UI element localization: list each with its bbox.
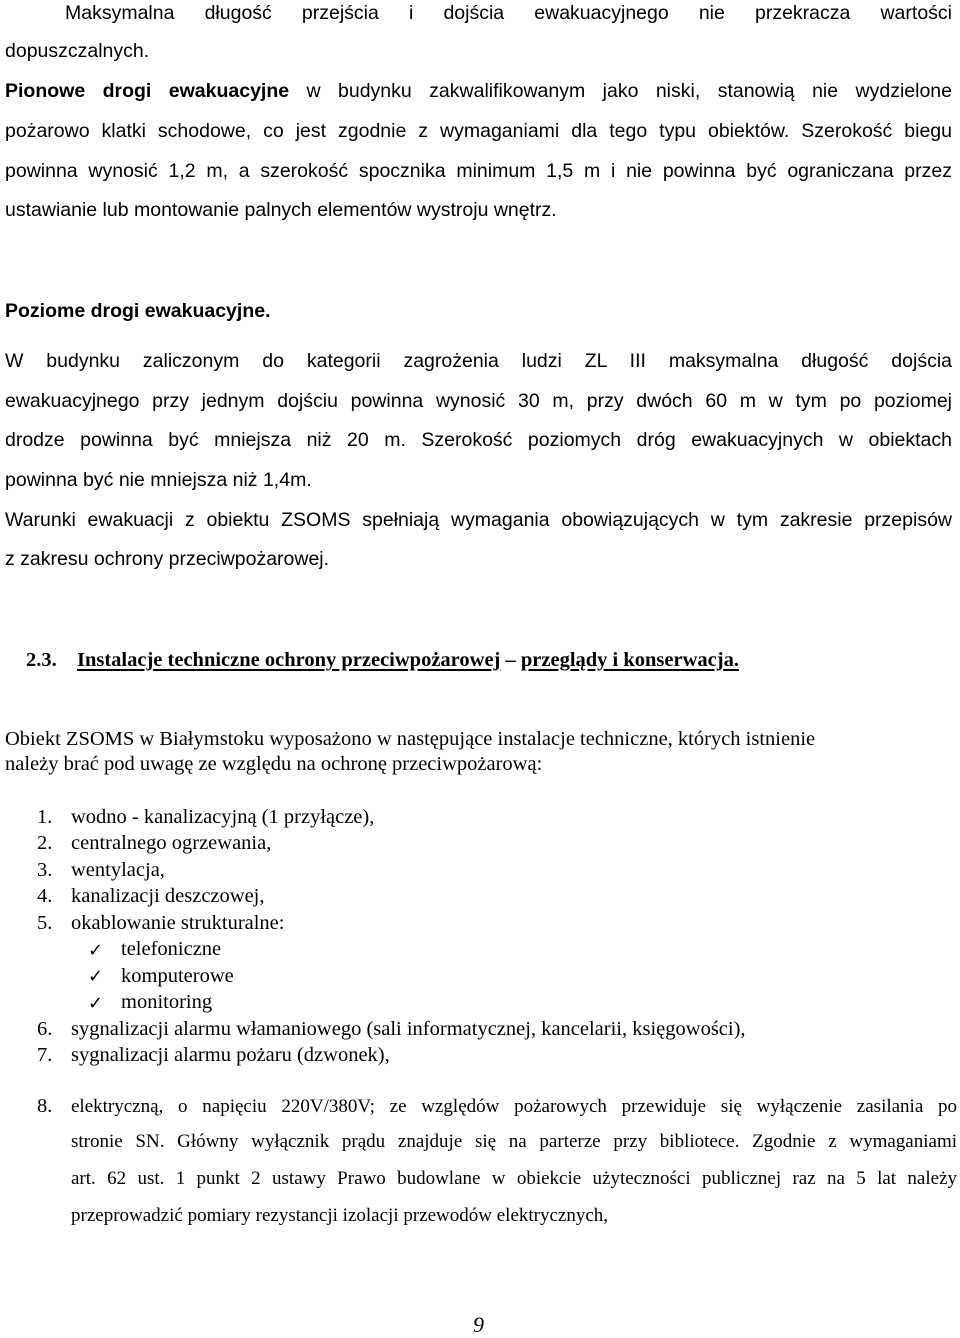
list-number: 2. [37, 832, 53, 854]
paragraph-line: pożarowo klatki schodowe, co jest zgodnie z wymaganiami dla tego typu obiektów. Szerokość biegu [5, 120, 952, 142]
list-item-line: przeprowadzić pomiary rezystancji izolacji przewodów elektrycznych, [71, 1205, 609, 1226]
paragraph-line: ustawianie lub montowanie palnych elementów wystroju wnętrz. [5, 199, 557, 221]
list-number: 6. [37, 1018, 53, 1040]
list-number: 8. [37, 1095, 53, 1117]
section-title: Instalacje techniczne ochrony przeciwpożarowej – przeglądy i konserwacja. [77, 649, 739, 671]
section-heading: Poziome drogi ewakuacyjne. [5, 300, 271, 322]
list-number: 7. [37, 1044, 53, 1066]
page-number: 9 [473, 1312, 484, 1337]
list-number: 4. [37, 885, 53, 907]
section-number: 2.3. [26, 649, 57, 671]
check-icon: ✓ [88, 993, 104, 1014]
paragraph-line: dopuszczalnych. [5, 40, 150, 62]
list-number: 3. [37, 859, 53, 881]
check-icon: ✓ [88, 940, 104, 961]
list-item: sygnalizacji alarmu włamaniowego (sali informatycznej, kancelarii, księgowości), [71, 1018, 746, 1040]
list-item: centralnego ogrzewania, [71, 832, 272, 854]
paragraph-line: W budynku zaliczonym do kategorii zagrożenia ludzi ZL III maksymalna długość dojścia [5, 350, 952, 372]
paragraph-line: Maksymalna długość przejścia i dojścia ewakuacyjnego nie przekracza wartości [65, 2, 952, 24]
paragraph-line: ewakuacyjnego przy jednym dojściu powinna wynosić 30 m, przy dwóch 60 m w tym po poziomej [5, 390, 952, 412]
list-item-line: art. 62 ust. 1 punkt 2 ustawy Prawo budowlane w obiekcie użyteczności publicznej raz na 5 lat należy [71, 1168, 957, 1189]
paragraph-line: Pionowe drogi ewakuacyjne w budynku zakwalifikowanym jako niski, stanowią nie wydzielone [5, 80, 952, 102]
list-item: wentylacja, [71, 859, 165, 881]
paragraph-line: Warunki ewakuacji z obiektu ZSOMS spełniają wymagania obowiązujących w tym zakresie przepisów [5, 509, 952, 531]
sub-list-item: monitoring [121, 991, 213, 1013]
list-number: 1. [37, 806, 53, 828]
sub-list-item: telefoniczne [121, 938, 222, 960]
paragraph-line: należy brać pod uwagę ze względu na ochronę przeciwpożarową: [5, 753, 543, 775]
list-item-line: elektryczną, o napięciu 220V/380V; ze względów pożarowych przewiduje się wyłączenie zasilania po [71, 1096, 957, 1117]
list-item: kanalizacji deszczowej, [71, 885, 265, 907]
paragraph-line: powinna być nie mniejsza niż 1,4m. [5, 469, 312, 491]
list-item: wodno - kanalizacyjną (1 przyłącze), [71, 806, 375, 828]
sub-list-item: komputerowe [121, 965, 234, 987]
list-item: sygnalizacji alarmu pożaru (dzwonek), [71, 1044, 390, 1066]
bold-heading-inline: Pionowe drogi ewakuacyjne [5, 80, 290, 102]
paragraph-line: Obiekt ZSOMS w Białymstoku wyposażono w następujące instalacje techniczne, których istnienie [5, 728, 816, 750]
list-item-line: stronie SN. Główny wyłącznik prądu znajduje się na parterze przy bibliotece. Zgodnie z wymaganiami [71, 1131, 957, 1152]
paragraph-line: powinna wynosić 1,2 m, a szerokość spocznika minimum 1,5 m i nie powinna być ograniczana przez [5, 160, 952, 182]
paragraph-line: z zakresu ochrony przeciwpożarowej. [5, 548, 330, 570]
list-number: 5. [37, 912, 53, 934]
list-item: okablowanie strukturalne: [71, 912, 285, 934]
paragraph-line: drodze powinna być mniejsza niż 20 m. Szerokość poziomych dróg ewakuacyjnych w obiektach [5, 429, 952, 451]
check-icon: ✓ [88, 966, 104, 987]
